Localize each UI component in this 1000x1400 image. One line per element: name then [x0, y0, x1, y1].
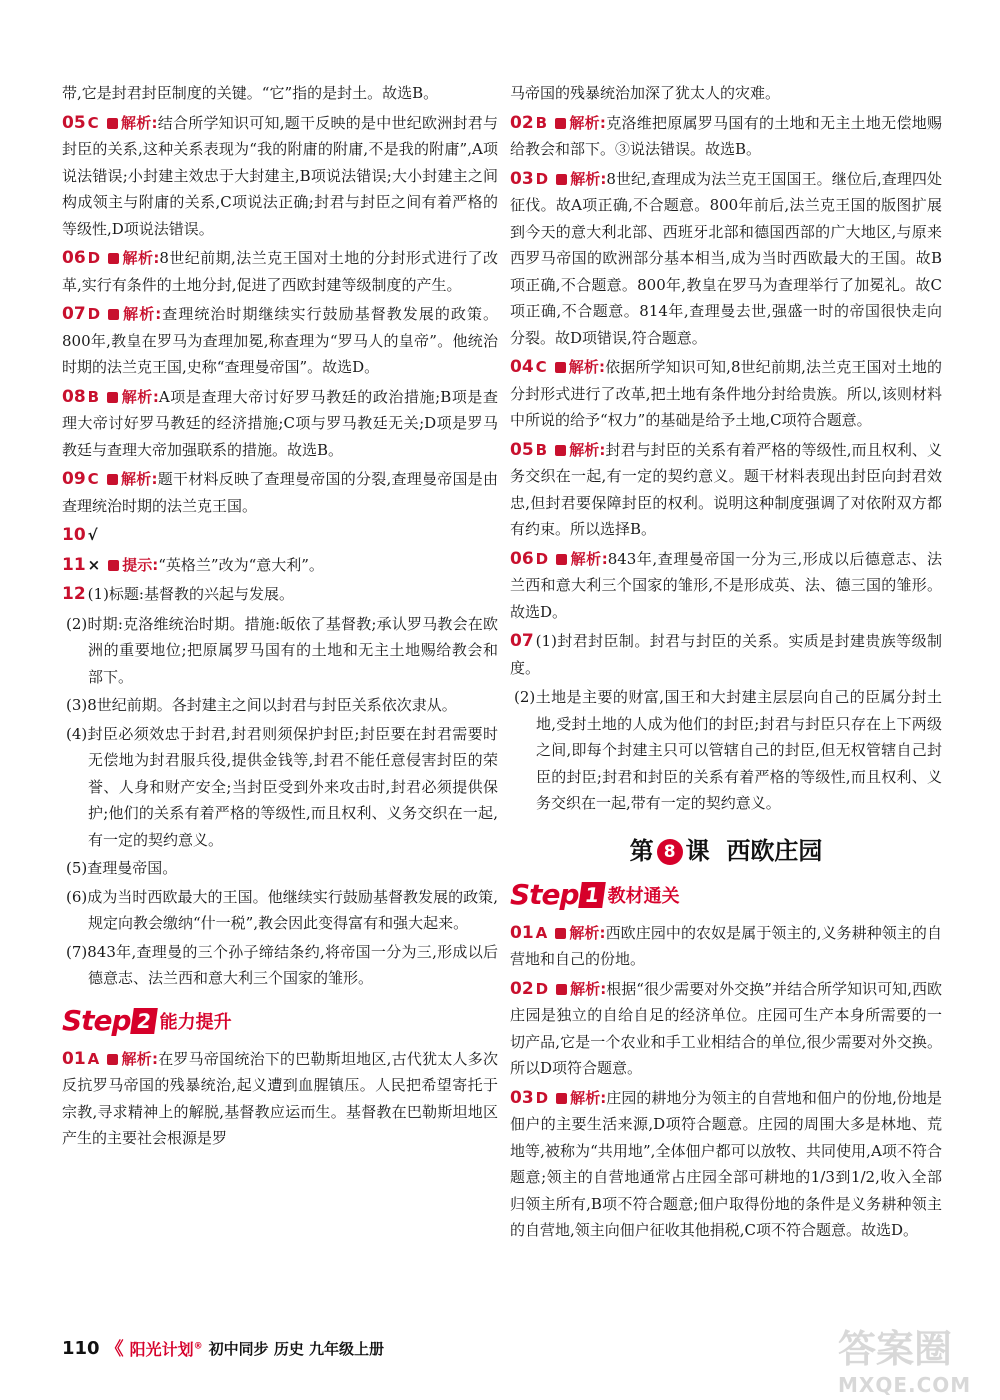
page-number: 110 — [62, 1337, 100, 1359]
answer-text: 843年,查理曼帝国一分为三,形成以后德意志、法兰西和意大利三个国家的雏形,不是形成英、法、德三国的雏形。故选D。 — [510, 549, 943, 621]
sub-answer: (5)查理曼帝国。 — [66, 859, 178, 877]
answer-text: 克洛维把原属罗马国有的土地和无主土地无偿地赐给教会和部下。③说法错误。故选B。 — [510, 113, 942, 158]
question-number: 01 — [62, 1048, 86, 1069]
answer-text: A项是查理大帝讨好罗马教廷的政治措施;B项是查理大帝讨好罗马教廷的经济措施;C项与罗马教廷无关;D项是罗马教廷与查理大帝加强联系的措施。故选B。 — [62, 387, 498, 459]
lesson-prefix: 第 — [629, 836, 654, 865]
label-icon — [555, 445, 566, 456]
answer-entry — [62, 522, 498, 549]
label-icon — [556, 174, 567, 185]
answer-text: 查理统治时期继续实行鼓励基督教发展的政策。800年,教皇在罗马为查理加冕,称查理为“罗马人的皇帝”。他统治时期的法兰克王国,史称“查理曼帝国”。故选D。 — [62, 305, 498, 376]
lesson-number: 8 — [657, 839, 683, 865]
analysis-tag: 解析: — [107, 114, 158, 132]
answer-choice: C — [535, 358, 547, 376]
label-icon — [108, 560, 119, 571]
answer-entry — [62, 301, 498, 381]
sub-answer: (4)封臣必须效忠于封君,封君则须保护封臣;封臣要在封君需要时无偿地为封君服兵役,提供金钱等,封君不能任意侵害封臣的荣誉、人身和财产安全;当封臣受到外来攻击时,封君必须提供保护;他们的关系有着严格的等级性,而且权利、义务交织在一起,有一定的契约意义。 — [66, 724, 498, 849]
question-number: 08 — [62, 386, 86, 407]
label-icon — [107, 392, 118, 403]
label-icon — [556, 984, 567, 995]
sub-answer: (2)时期:克洛维统治时期。措施:皈依了基督教;承认罗马教会在欧洲的重要地位;把原属罗马国有的土地和无主土地赐给教会和部下。 — [66, 614, 498, 686]
sub-answer: (3)8世纪前期。各封建主之间以封君与封臣关系依次隶从。 — [66, 696, 457, 714]
answer-entry — [510, 110, 942, 163]
answer-text: 题干材料反映了查理曼帝国的分裂,查理曼帝国是由查理统治时期的法兰克王国。 — [62, 470, 499, 515]
answer-text: 西欧庄园中的农奴是属于领主的,义务耕种领主的自营地和自己的份地。 — [510, 923, 942, 968]
analysis-tag: 解析: — [107, 470, 158, 488]
answer-choice: B — [535, 113, 548, 132]
question-number: 07 — [510, 631, 534, 651]
question-07-answers — [510, 684, 942, 817]
analysis-tag: 解析: — [107, 388, 159, 406]
answer-entry — [510, 354, 942, 434]
sub-answer: (2)土地是主要的财富,国王和大封建主层层向自己的臣属分封土地,受封土地的人成为他们的封臣;封君与封臣只存在上下两级之间,即每个封建主只可以管辖自己的封臣,但无权管辖自己封臣的封臣;封君和封臣的关系有着严格的等级性,而且权利、义务交织在一起,带有一定的契约意义。 — [514, 688, 942, 812]
left-answers — [62, 80, 498, 608]
lesson-title — [510, 831, 942, 866]
answer-entry — [62, 466, 498, 519]
answer-choice: D — [535, 1088, 549, 1107]
step-1-answers — [510, 920, 942, 1244]
step-2-header — [62, 1002, 498, 1040]
analysis-tag: 解析: — [555, 358, 605, 376]
lesson-name: 西欧庄园 — [726, 836, 823, 865]
answer-text: (1)标题:基督教的兴起与发展。 — [87, 585, 294, 603]
label-icon — [108, 309, 119, 320]
question-number: 02 — [510, 112, 534, 133]
brand-name: 阳光计划® — [129, 1339, 203, 1359]
question-number: 03 — [510, 168, 534, 189]
answer-entry — [510, 437, 942, 543]
question-12-answers — [62, 611, 498, 992]
answer-choice: D — [535, 979, 549, 998]
question-number: 09 — [62, 469, 86, 489]
label-icon — [107, 474, 118, 485]
answer-text: 马帝国的残暴统治加深了犹太人的灾难。 — [510, 84, 781, 102]
answer-text: 依据所学知识可知,8世纪前期,法兰克王国对土地的分封形式进行了改革,把土地有条件地分封给贵族。所以,该则材料中所说的给予“权力”的基础是给予土地,C项符合题意。 — [510, 358, 942, 429]
analysis-tag: 解析: — [555, 114, 606, 132]
question-number: 04 — [510, 357, 534, 377]
answer-choice: C — [87, 113, 99, 132]
step-word: Step — [62, 1004, 131, 1037]
answer-entry — [62, 552, 498, 579]
question-number: 06 — [62, 248, 86, 268]
answer-choice: D — [87, 305, 101, 323]
answer-text: 8世纪前期,法兰克王国对土地的分封形式进行了改革,实行有条件的土地分封,促进了西欧封建等级制度的产生。 — [62, 249, 498, 294]
answer-entry — [510, 1085, 942, 1244]
right-answers — [510, 80, 942, 681]
label-icon — [108, 253, 119, 264]
step-number: 1 — [578, 882, 606, 908]
question-number: 05 — [62, 112, 86, 133]
answer-choice: D — [87, 249, 101, 267]
answer-entry — [510, 920, 942, 973]
analysis-tag: 解析: — [108, 305, 161, 323]
answer-entry — [62, 1046, 498, 1152]
label-icon — [555, 928, 566, 939]
answer-text: 结合所学知识可知,题干反映的是中世纪欧洲封君与封臣的关系,这种关系表现为“我的附庸的附庸,不是我的附庸”,A项说法错误;小封建主效忠于大封建主,B项说法错误;大小封建主之间构成领主与附庸的关系,C项说法正确;封君与封臣之间有着严格的等级性,D项说法错误。 — [62, 113, 499, 238]
book-title: 初中同步 历史 九年级上册 — [208, 1339, 385, 1358]
answer-entry — [510, 166, 942, 352]
answer-text: 在罗马帝国统治下的巴勒斯坦地区,古代犹太人多次反抗罗马帝国的残暴统治,起义遭到血腥镇压。人民把希望寄托于宗教,寻求精神上的解脱,基督教应运而生。基督教在巴勒斯坦地区产生的主要社会根源是罗 — [62, 1049, 498, 1147]
analysis-tag: 解析: — [556, 1089, 606, 1107]
double-chevron-icon: 《 — [105, 1339, 124, 1360]
answer-entry — [62, 245, 498, 298]
label-icon — [556, 554, 567, 565]
right-column — [510, 80, 942, 1247]
analysis-tag: 解析: — [556, 170, 606, 188]
step-number: 2 — [130, 1008, 158, 1034]
analysis-tag: 解析: — [555, 441, 605, 459]
answer-entry — [62, 80, 498, 107]
answer-text: 封君与封臣的关系有着严格的等级性,而且权利、义务交织在一起,有一定的契约意义。题干材料表现出封臣向封君效忠,但封君要保障封臣的权利。说明这种制度强调了对依附双方都有约束。所以选择B。 — [510, 440, 942, 538]
step-word: Step — [510, 878, 579, 911]
answer-text: (1)封君封臣制。封君与封臣的关系。实质是封建贵族等级制度。 — [510, 632, 942, 677]
answer-choice: D — [535, 549, 549, 568]
answer-text: 带,它是封君封臣制度的关键。“它”指的是封土。故选B。 — [62, 84, 439, 102]
answer-choice: A — [87, 1049, 100, 1068]
step-title: 教材通关 — [607, 885, 680, 907]
analysis-tag: 解析: — [556, 550, 608, 568]
question-number: 07 — [62, 304, 86, 324]
answer-text: “英格兰”改为“意大利”。 — [158, 555, 324, 574]
question-number: 01 — [510, 922, 534, 943]
answer-entry — [62, 384, 498, 464]
answer-text: 庄园的耕地分为领主的自营地和佃户的份地,份地是佃户的主要生活来源,D项符合题意。庄园的周围大多是林地、荒地等,被称为“共用地”,全体佃户都可以放牧、共同使用,A项不符合题意;领主的自营地通常占庄园全部可耕地的1/3到1/2,收入全部归领主所有,B项不符合题意;佃户取得份地的条件是义务耕种领主的自营地,领主向佃户征收其他捐税,C项不符合题意。故选D。 — [510, 1088, 942, 1239]
watermark-logo: 答案圈 MXQE.COM — [838, 1327, 972, 1397]
left-column — [62, 80, 498, 1155]
label-icon — [107, 118, 118, 129]
label-icon — [107, 1054, 118, 1065]
question-number: 10 — [62, 525, 86, 545]
step-1-header — [510, 876, 942, 914]
answer-entry — [510, 628, 942, 681]
answer-text: 8世纪,查理成为法兰克王国国王。继位后,查理四处征伐。故A项正确,不合题意。800年前后,法兰克王国的版图扩展到今天的意大利北部、西班牙北部和德国西部的广大地区,与原来西罗马帝国的欧洲部分基本相当,成为当时西欧最大的王国。故B项正确,不合题意。800年,教皇在罗马为查理举行了加冕礼。故C项正确,不合题意。814年,查理曼去世,强盛一时的帝国很快走向分裂。故D项错误,符合题意。 — [510, 169, 943, 347]
question-number: 02 — [510, 978, 534, 999]
answer-text: 根据“很少需要对外交换”并结合所学知识可知,西欧庄园是独立的自给自足的经济单位。庄园可生产本身所需要的一切产品,它是一个农业和手工业相结合的单位,很少需要对外交换。所以D项符合题意。 — [510, 979, 943, 1077]
sub-answer: (7)843年,查理曼的三个孙子缔结条约,将帝国一分为三,形成以后德意志、法兰西和意大利三个国家的雏形。 — [66, 942, 498, 987]
answer-entry — [510, 976, 942, 1082]
analysis-tag: 提示: — [108, 556, 158, 574]
answer-choice: D — [535, 169, 549, 188]
question-number: 06 — [510, 548, 534, 569]
answer-entry — [510, 546, 942, 626]
answer-entry — [510, 80, 942, 107]
answer-choice: C — [87, 470, 99, 488]
question-number: 05 — [510, 439, 534, 460]
answer-choice: × — [87, 555, 101, 574]
answer-entry — [62, 110, 498, 243]
page-footer — [62, 1335, 384, 1361]
answer-choice: A — [535, 923, 548, 942]
sub-answer: (6)成为当时西欧最大的王国。他继续实行鼓励基督教发展的政策,规定向教会缴纳“什一税”,教会因此变得富有和强大起来。 — [66, 887, 498, 932]
answer-choice: √ — [87, 526, 98, 544]
label-icon — [556, 1093, 567, 1104]
analysis-tag: 解析: — [556, 980, 606, 998]
label-icon — [555, 362, 566, 373]
step-2-answers — [62, 1046, 498, 1152]
lesson-suffix: 课 — [685, 836, 710, 865]
answer-choice: B — [87, 387, 100, 406]
question-number: 03 — [510, 1087, 534, 1108]
analysis-tag: 解析: — [107, 1050, 158, 1068]
answer-choice: B — [535, 440, 548, 459]
analysis-tag: 解析: — [555, 924, 605, 942]
answer-entry — [62, 581, 498, 608]
question-number: 11 — [62, 554, 86, 575]
step-title: 能力提升 — [159, 1011, 232, 1033]
analysis-tag: 解析: — [108, 249, 159, 267]
label-icon — [555, 118, 566, 129]
question-number: 12 — [62, 584, 86, 604]
